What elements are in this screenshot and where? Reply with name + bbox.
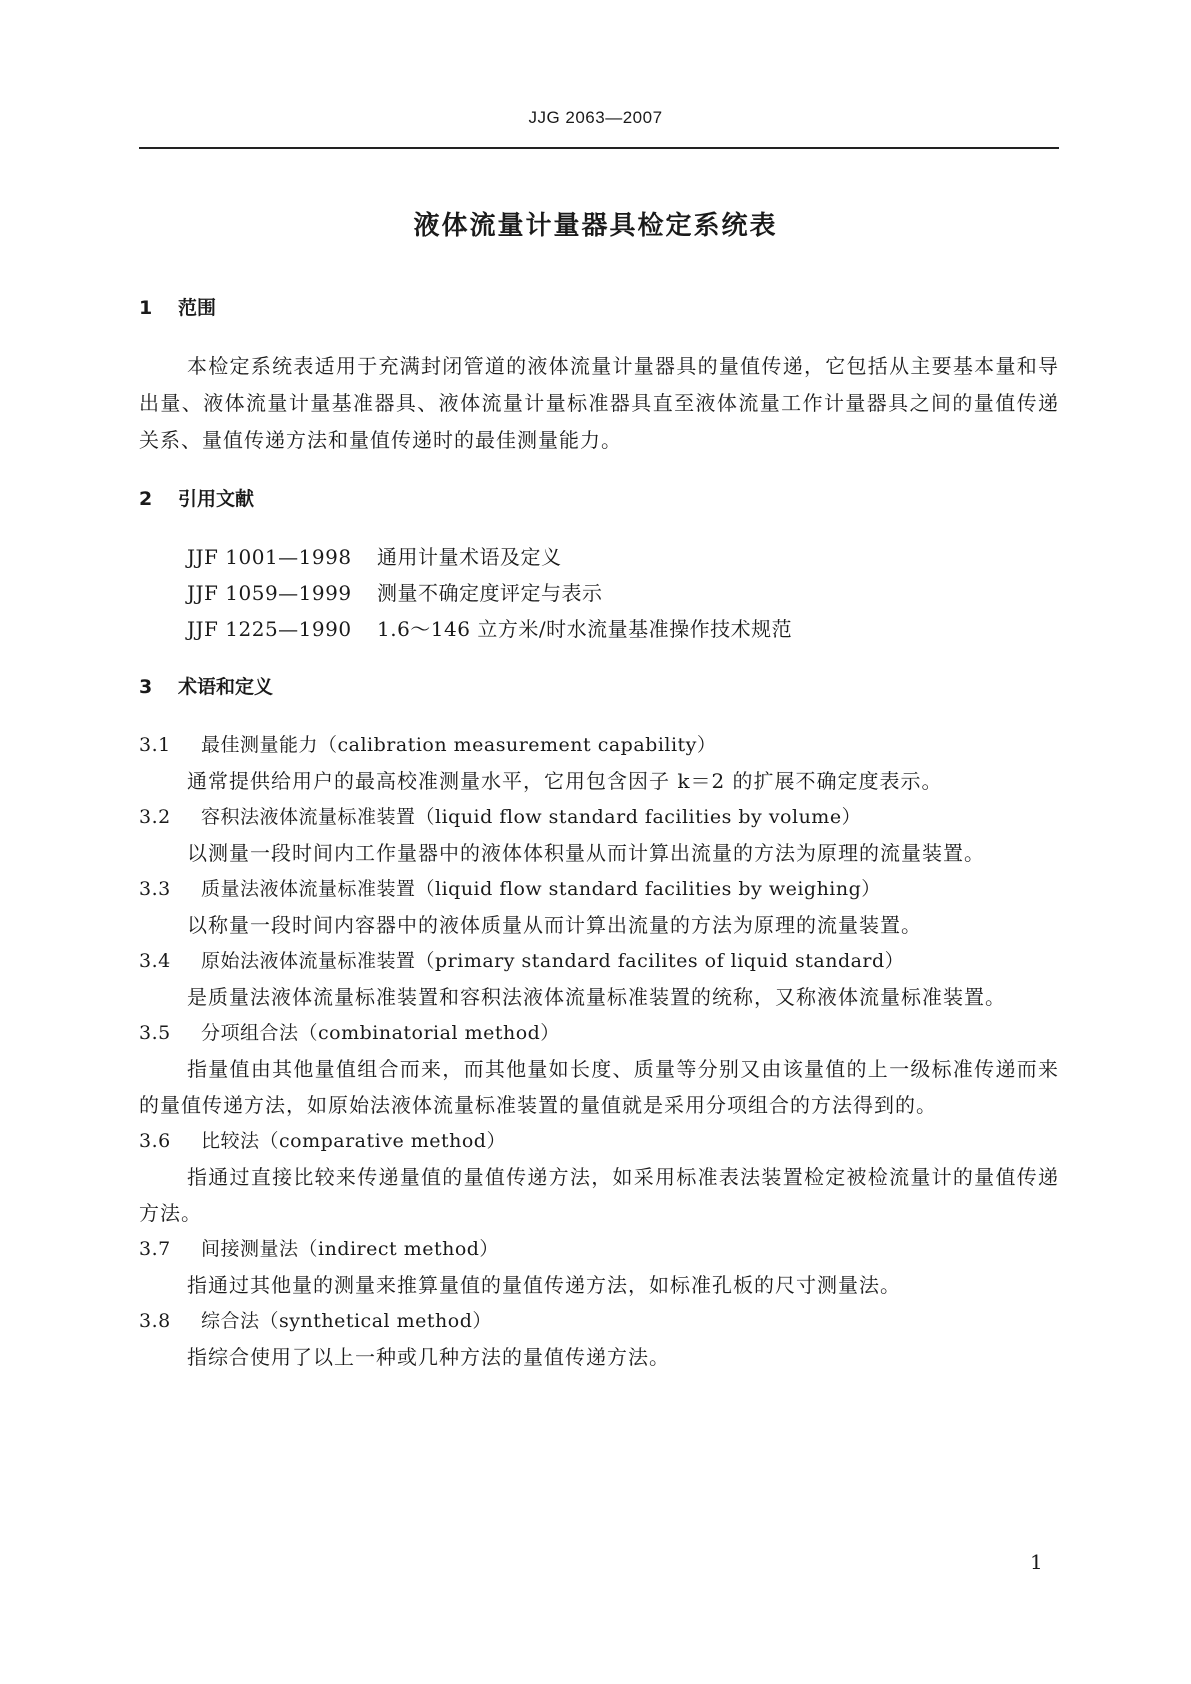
section-number: 1: [139, 297, 153, 319]
term-heading-3-7: [139, 1231, 1059, 1267]
term-definition: 指通过其他量的测量来推算量值的量值传递方法，如标准孔板的尺寸测量法。: [187, 1273, 901, 1297]
document-title: 液体流量计量器具检定系统表: [413, 211, 778, 241]
header-rule: [139, 147, 1059, 149]
scope-paragraph: 本检定系统表适用于充满封闭管道的液体流量计量器具的量值传递，它包括从主要基本量和导出量、液体流量计量基准器具、液体流量计量标准器具直至液体流量工作计量器具之间的量值传递关系、量值传递方法和量值传递时的最佳测量能力。: [139, 354, 1059, 452]
term-definition: 以测量一段时间内工作量器中的液体体积量从而计算出流量的方法为原理的流量装置。: [187, 841, 985, 865]
term-title: 容积法液体流量标准装置（liquid flow standard facilities by volume）: [201, 806, 862, 828]
section-title: 术语和定义: [178, 676, 274, 698]
reference-list: [139, 539, 1059, 647]
header-standard-code: JJG 2063—2007: [528, 108, 663, 127]
term-definition: 指量值由其他量值组合而来，而其他量如长度、质量等分别又由该量值的上一级标准传递而来的量值传递方法，如原始法液体流量标准装置的量值就是采用分项组合的方法得到的。: [139, 1057, 1059, 1117]
term-title: 原始法液体流量标准装置（primary standard facilites of liquid standard）: [201, 950, 905, 972]
term-number: 3.1: [139, 734, 171, 756]
reference-name: 通用计量术语及定义: [377, 545, 562, 569]
section-title: 范围: [178, 297, 217, 319]
page-number: 1: [1030, 1550, 1043, 1574]
section-heading-scope: [139, 290, 1059, 326]
term-number: 3.3: [139, 878, 171, 900]
reference-code: JJF 1225—1990: [187, 617, 352, 641]
term-definition: 是质量法液体流量标准装置和容积法液体流量标准装置的统称，又称液体流量标准装置。: [187, 985, 1006, 1009]
term-title: 综合法（synthetical method）: [201, 1310, 492, 1332]
term-definition: 通常提供给用户的最高校准测量水平，它用包含因子 k＝2 的扩展不确定度表示。: [187, 769, 943, 793]
reference-name: 1.6～146 立方米/时水流量基准操作技术规范: [377, 617, 793, 641]
reference-item: [187, 611, 1059, 647]
reference-item: [187, 575, 1059, 611]
section-number: 2: [139, 488, 153, 510]
reference-item: [187, 539, 1059, 575]
term-heading-3-3: [139, 871, 1059, 907]
document-body: [139, 290, 1059, 1375]
term-number: 3.8: [139, 1310, 171, 1332]
term-heading-3-6: [139, 1123, 1059, 1159]
term-title: 质量法液体流量标准装置（liquid flow standard facilities by weighing）: [201, 878, 881, 900]
section-heading-terms: [139, 669, 1059, 705]
term-heading-3-1: [139, 727, 1059, 763]
reference-name: 测量不确定度评定与表示: [377, 581, 603, 605]
section-heading-references: [139, 481, 1059, 517]
term-number: 3.4: [139, 950, 171, 972]
term-heading-3-8: [139, 1303, 1059, 1339]
term-number: 3.6: [139, 1130, 171, 1152]
term-title: 比较法（comparative method）: [201, 1130, 506, 1152]
term-heading-3-2: [139, 799, 1059, 835]
term-definition: 指通过直接比较来传递量值的量值传递方法，如采用标准表法装置检定被检流量计的量值传递方法。: [139, 1165, 1059, 1225]
section-title: 引用文献: [178, 488, 255, 510]
term-title: 分项组合法（combinatorial method）: [201, 1022, 560, 1044]
term-title: 间接测量法（indirect method）: [201, 1238, 499, 1260]
term-definition: 指综合使用了以上一种或几种方法的量值传递方法。: [187, 1345, 670, 1369]
term-number: 3.7: [139, 1238, 171, 1260]
term-definition: 以称量一段时间内容器中的液体质量从而计算出流量的方法为原理的流量装置。: [187, 913, 922, 937]
reference-code: JJF 1059—1999: [187, 581, 352, 605]
term-heading-3-4: [139, 943, 1059, 979]
term-title: 最佳测量能力（calibration measurement capability）: [201, 734, 717, 756]
term-number: 3.2: [139, 806, 171, 828]
reference-code: JJF 1001—1998: [187, 545, 352, 569]
term-heading-3-5: [139, 1015, 1059, 1051]
section-number: 3: [139, 676, 153, 698]
term-number: 3.5: [139, 1022, 171, 1044]
